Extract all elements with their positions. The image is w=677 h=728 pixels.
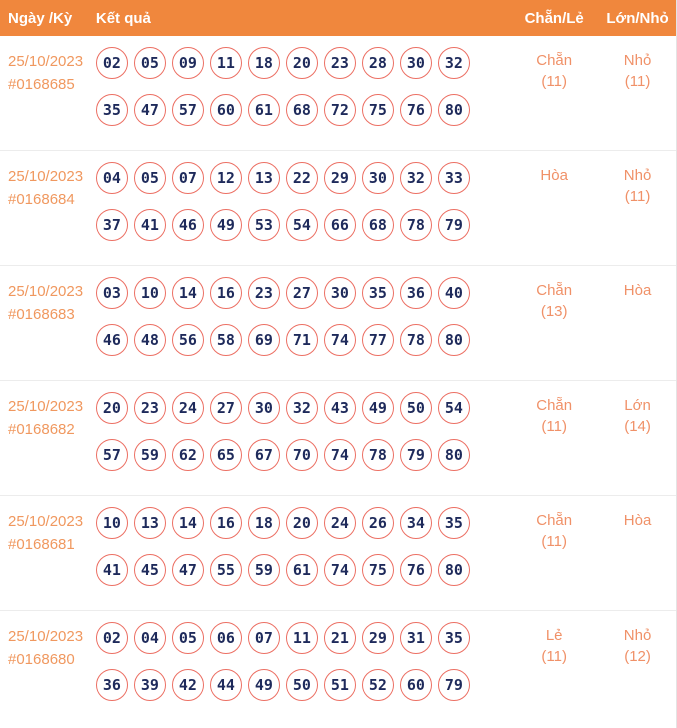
lottery-ball: 32 (438, 47, 470, 79)
bigsmall-cell (599, 266, 676, 380)
evenodd-cell (509, 496, 599, 610)
lottery-ball: 74 (324, 554, 356, 586)
lottery-ball: 10 (96, 507, 128, 539)
lottery-ball: 30 (400, 47, 432, 79)
draw-date: 25/10/2023 (8, 398, 84, 415)
lottery-ball: 62 (172, 439, 204, 471)
lottery-ball: 47 (172, 554, 204, 586)
lottery-ball: 46 (96, 324, 128, 356)
results-cell (96, 266, 509, 380)
lottery-ball: 51 (324, 669, 356, 701)
results-cell (96, 151, 509, 265)
lottery-ball: 75 (362, 554, 394, 586)
lottery-ball: 80 (438, 554, 470, 586)
lottery-ball: 78 (400, 324, 432, 356)
evenodd-label: Lẻ (545, 627, 563, 644)
lottery-ball: 20 (286, 507, 318, 539)
lottery-ball: 34 (400, 507, 432, 539)
lottery-ball: 27 (286, 277, 318, 309)
lottery-ball: 45 (134, 554, 166, 586)
table-header (0, 0, 676, 36)
lottery-ball: 04 (134, 622, 166, 654)
lottery-ball: 35 (438, 507, 470, 539)
evenodd-count: (11) (541, 648, 567, 665)
bigsmall-cell (599, 611, 676, 726)
bigsmall-label: Hòa (623, 282, 652, 299)
lottery-ball: 28 (362, 47, 394, 79)
numbers-line-1 (96, 277, 509, 309)
evenodd-cell (509, 611, 599, 726)
evenodd-count: (11) (541, 418, 567, 435)
lottery-ball: 80 (438, 324, 470, 356)
bigsmall-cell (599, 496, 676, 610)
lottery-ball: 76 (400, 554, 432, 586)
table-row (0, 36, 676, 151)
draw-period: #0168680 (8, 651, 75, 668)
lottery-ball: 13 (134, 507, 166, 539)
evenodd-label: Chẵn (536, 282, 573, 299)
results-cell (96, 36, 509, 150)
draw-date: 25/10/2023 (8, 513, 84, 530)
lottery-ball: 35 (438, 622, 470, 654)
lottery-ball: 42 (172, 669, 204, 701)
draw-date: 25/10/2023 (8, 53, 84, 70)
lottery-ball: 41 (96, 554, 128, 586)
lottery-ball: 49 (362, 392, 394, 424)
lottery-ball: 80 (438, 439, 470, 471)
evenodd-label: Hòa (540, 167, 568, 184)
lottery-ball: 78 (400, 209, 432, 241)
lottery-ball: 54 (438, 392, 470, 424)
lottery-ball: 21 (324, 622, 356, 654)
lottery-ball: 77 (362, 324, 394, 356)
date-period-cell (0, 496, 96, 610)
numbers-line-2 (96, 554, 509, 586)
bigsmall-label: Nhỏ (623, 627, 652, 644)
bigsmall-label: Nhỏ (623, 52, 652, 69)
lottery-ball: 23 (248, 277, 280, 309)
lottery-ball: 47 (134, 94, 166, 126)
bigsmall-count: (11) (624, 73, 651, 90)
lottery-ball: 30 (324, 277, 356, 309)
date-period-cell (0, 36, 96, 150)
evenodd-label: Chẵn (536, 512, 573, 529)
draw-period: #0168682 (8, 421, 75, 438)
lottery-ball: 78 (362, 439, 394, 471)
lottery-ball: 36 (400, 277, 432, 309)
evenodd-label: Chẵn (536, 52, 573, 69)
lottery-ball: 49 (248, 669, 280, 701)
lottery-ball: 35 (362, 277, 394, 309)
lottery-ball: 53 (248, 209, 280, 241)
lottery-ball: 79 (438, 669, 470, 701)
lottery-ball: 43 (324, 392, 356, 424)
lottery-ball: 24 (324, 507, 356, 539)
lottery-ball: 65 (210, 439, 242, 471)
evenodd-count: (11) (541, 533, 567, 550)
numbers-line-2 (96, 669, 509, 701)
lottery-ball: 04 (96, 162, 128, 194)
lottery-ball: 07 (248, 622, 280, 654)
lottery-ball: 70 (286, 439, 318, 471)
bigsmall-label: Nhỏ (623, 167, 652, 184)
results-cell (96, 611, 509, 726)
lottery-ball: 14 (172, 507, 204, 539)
lottery-ball: 11 (210, 47, 242, 79)
results-cell (96, 496, 509, 610)
table-row (0, 151, 676, 266)
lottery-ball: 22 (286, 162, 318, 194)
date-period-cell (0, 266, 96, 380)
lottery-ball: 26 (362, 507, 394, 539)
lottery-ball: 79 (438, 209, 470, 241)
lottery-ball: 52 (362, 669, 394, 701)
lottery-ball: 06 (210, 622, 242, 654)
draw-period: #0168681 (8, 536, 75, 553)
lottery-ball: 41 (134, 209, 166, 241)
lottery-ball: 61 (286, 554, 318, 586)
lottery-ball: 05 (134, 47, 166, 79)
lottery-ball: 02 (96, 47, 128, 79)
lottery-ball: 61 (248, 94, 280, 126)
lottery-ball: 31 (400, 622, 432, 654)
lottery-ball: 20 (286, 47, 318, 79)
table-row (0, 496, 676, 611)
lottery-ball: 29 (324, 162, 356, 194)
bigsmall-cell (599, 151, 676, 265)
lottery-ball: 79 (400, 439, 432, 471)
lottery-ball: 67 (248, 439, 280, 471)
lottery-ball: 54 (286, 209, 318, 241)
draw-period: #0168685 (8, 76, 75, 93)
bigsmall-count: (14) (624, 418, 651, 435)
evenodd-cell (509, 266, 599, 380)
lottery-ball: 57 (172, 94, 204, 126)
header-result: Kết quả (95, 9, 151, 27)
lottery-ball: 57 (96, 439, 128, 471)
lottery-ball: 35 (96, 94, 128, 126)
lottery-ball: 68 (362, 209, 394, 241)
lottery-ball: 71 (286, 324, 318, 356)
numbers-line-2 (96, 209, 509, 241)
lottery-ball: 76 (400, 94, 432, 126)
lottery-ball: 32 (400, 162, 432, 194)
date-period-cell (0, 381, 96, 495)
lottery-ball: 29 (362, 622, 394, 654)
numbers-line-2 (96, 324, 509, 356)
bigsmall-label: Hòa (623, 512, 652, 529)
date-period-cell (0, 611, 96, 726)
lottery-ball: 50 (286, 669, 318, 701)
lottery-ball: 36 (96, 669, 128, 701)
lottery-ball: 09 (172, 47, 204, 79)
lottery-ball: 05 (172, 622, 204, 654)
lottery-ball: 72 (324, 94, 356, 126)
lottery-ball: 16 (210, 277, 242, 309)
lottery-ball: 30 (248, 392, 280, 424)
lottery-ball: 23 (134, 392, 166, 424)
numbers-line-1 (96, 47, 509, 79)
numbers-line-1 (96, 622, 509, 654)
lottery-ball: 59 (248, 554, 280, 586)
bigsmall-cell (599, 381, 676, 495)
evenodd-label: Chẵn (536, 397, 573, 414)
lottery-ball: 18 (248, 507, 280, 539)
lottery-ball: 59 (134, 439, 166, 471)
lottery-ball: 58 (210, 324, 242, 356)
lottery-ball: 23 (324, 47, 356, 79)
evenodd-cell (509, 151, 599, 265)
lottery-ball: 18 (248, 47, 280, 79)
lottery-ball: 46 (172, 209, 204, 241)
numbers-line-1 (96, 507, 509, 539)
lottery-ball: 68 (286, 94, 318, 126)
table-row (0, 381, 676, 496)
header-evenodd: Chẵn/Lẻ (524, 9, 584, 27)
lottery-ball: 32 (286, 392, 318, 424)
lottery-ball: 24 (172, 392, 204, 424)
lottery-ball: 05 (134, 162, 166, 194)
lottery-ball: 37 (96, 209, 128, 241)
table-row (0, 266, 676, 381)
lottery-ball: 44 (210, 669, 242, 701)
lottery-ball: 56 (172, 324, 204, 356)
evenodd-count: (11) (541, 73, 567, 90)
lottery-ball: 40 (438, 277, 470, 309)
lottery-ball: 69 (248, 324, 280, 356)
lottery-ball: 16 (210, 507, 242, 539)
lottery-ball: 39 (134, 669, 166, 701)
lottery-ball: 60 (400, 669, 432, 701)
lottery-ball: 49 (210, 209, 242, 241)
lottery-ball: 55 (210, 554, 242, 586)
lottery-ball: 74 (324, 324, 356, 356)
lottery-ball: 13 (248, 162, 280, 194)
numbers-line-2 (96, 439, 509, 471)
bigsmall-label: Lớn (624, 397, 651, 414)
draw-date: 25/10/2023 (8, 168, 84, 185)
numbers-line-1 (96, 392, 509, 424)
results-cell (96, 381, 509, 495)
lottery-ball: 60 (210, 94, 242, 126)
lottery-ball: 75 (362, 94, 394, 126)
bigsmall-count: (12) (624, 648, 651, 665)
bigsmall-cell (599, 36, 676, 150)
numbers-line-2 (96, 94, 509, 126)
lottery-ball: 14 (172, 277, 204, 309)
evenodd-count: (13) (540, 303, 568, 320)
lottery-ball: 12 (210, 162, 242, 194)
lottery-ball: 50 (400, 392, 432, 424)
lottery-ball: 30 (362, 162, 394, 194)
lottery-ball: 07 (172, 162, 204, 194)
header-date-period: Ngày /Kỳ (8, 9, 73, 27)
draw-date: 25/10/2023 (8, 628, 84, 645)
lottery-ball: 20 (96, 392, 128, 424)
lottery-ball: 74 (324, 439, 356, 471)
lottery-ball: 66 (324, 209, 356, 241)
table-row (0, 611, 676, 726)
lottery-ball: 10 (134, 277, 166, 309)
lottery-ball: 27 (210, 392, 242, 424)
evenodd-cell (509, 381, 599, 495)
draw-date: 25/10/2023 (8, 283, 84, 300)
date-period-cell (0, 151, 96, 265)
lottery-ball: 03 (96, 277, 128, 309)
draw-period: #0168683 (8, 306, 75, 323)
evenodd-cell (509, 36, 599, 150)
lottery-ball: 80 (438, 94, 470, 126)
lottery-ball: 33 (438, 162, 470, 194)
lottery-ball: 48 (134, 324, 166, 356)
numbers-line-1 (96, 162, 509, 194)
lottery-ball: 11 (286, 622, 318, 654)
lottery-ball: 02 (96, 622, 128, 654)
draw-period: #0168684 (8, 191, 75, 208)
bigsmall-count: (11) (624, 188, 651, 205)
header-bigsmall: Lớn/Nhỏ (606, 9, 669, 27)
